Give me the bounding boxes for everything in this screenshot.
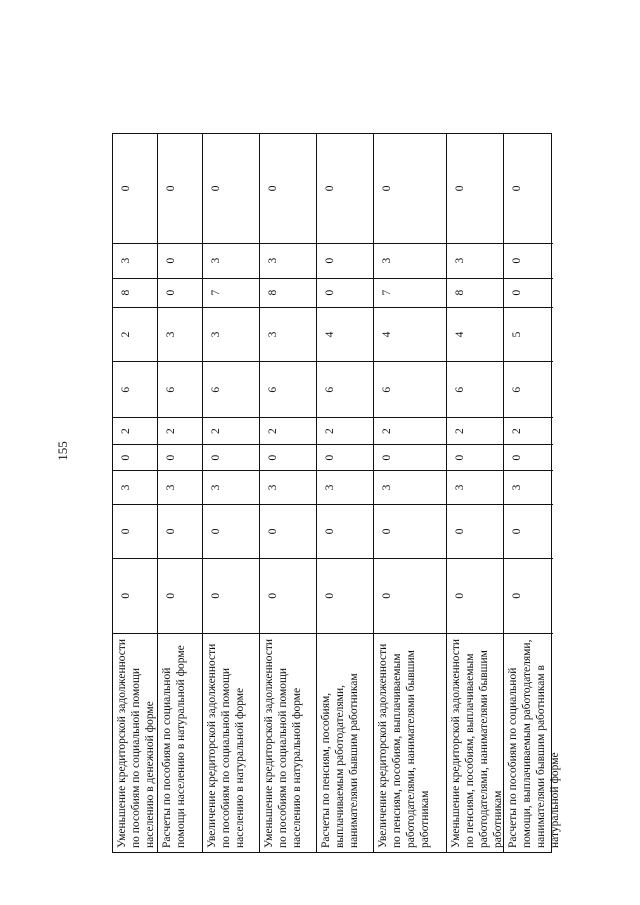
code-cell: 3	[374, 243, 446, 278]
code-cell: 2	[158, 417, 202, 444]
code-cell: 3	[113, 470, 157, 504]
code-cell: 6	[203, 361, 259, 417]
code-cell: 0	[374, 444, 446, 470]
code-cell: 0	[113, 444, 157, 470]
code-cell: 2	[113, 417, 157, 444]
table-container	[112, 133, 561, 853]
code-cell: 3	[374, 470, 446, 504]
code-cell: 4	[317, 307, 373, 362]
code-cell: 0	[504, 243, 553, 278]
code-cell: 0	[113, 504, 157, 558]
code-cell: 3	[113, 243, 157, 278]
code-cell: 0	[454, 185, 466, 192]
code-cell: 7	[374, 278, 446, 307]
code-cell: 0	[158, 278, 202, 307]
code-cell: 0	[260, 504, 316, 558]
code-cell: 0	[317, 504, 373, 558]
code-cell: 3	[203, 470, 259, 504]
code-cell: 0	[447, 444, 503, 470]
code-cell: 7	[203, 278, 259, 307]
code-cell: 0	[158, 243, 202, 278]
code-cell: 3	[504, 470, 553, 504]
code-cell: 0	[317, 444, 373, 470]
code-cell: 4	[374, 307, 446, 362]
row-label: Расчеты по пособиям по социальной помощи населению в натуральной форме	[158, 633, 202, 852]
code-cell: 0	[504, 278, 553, 307]
code-cell: 6	[447, 361, 503, 417]
code-cell: 0	[374, 504, 446, 558]
code-cell: 2	[374, 417, 446, 444]
code-cell: 3	[158, 307, 202, 362]
code-cell: 0	[504, 504, 553, 558]
code-cell: 0	[113, 558, 157, 633]
code-cell: 0	[267, 185, 279, 192]
code-cell: 0	[317, 558, 373, 633]
table-row	[158, 134, 203, 852]
code-cell: 0	[158, 504, 202, 558]
code-cell: 6	[113, 361, 157, 417]
code-cell: 6	[374, 361, 446, 417]
code-cell: 0	[324, 185, 336, 192]
code-cell: 0	[260, 444, 316, 470]
accounts-table	[112, 133, 561, 853]
code-cell: 8	[447, 278, 503, 307]
code-cell: 0	[120, 185, 132, 192]
row-label: Расчеты по пособиям по социальной помощи, выплачиваемым работодателями, нанимателями бывшим работникам в натуральной форме	[504, 633, 553, 852]
code-cell: 8	[260, 278, 316, 307]
code-cell: 2	[260, 417, 316, 444]
code-cell: 0	[317, 243, 373, 278]
code-cell: 3	[317, 470, 373, 504]
code-cell: 0	[317, 278, 373, 307]
code-cell: 0	[158, 444, 202, 470]
code-cell: 0	[504, 444, 553, 470]
code-cell: 4	[447, 307, 503, 362]
code-cell: 2	[447, 417, 503, 444]
code-cell: 5	[504, 307, 553, 362]
code-cell: 2	[113, 307, 157, 362]
code-cell: 0	[210, 185, 222, 192]
code-cell: 6	[260, 361, 316, 417]
code-cell: 3	[260, 307, 316, 362]
page-number: 155	[55, 441, 70, 461]
table-row	[374, 134, 447, 852]
code-cell: 0	[165, 185, 177, 192]
code-cell: 6	[158, 361, 202, 417]
code-cell: 3	[260, 243, 316, 278]
code-cell: 0	[374, 558, 446, 633]
code-cell: 0	[447, 558, 503, 633]
code-cell: 0	[203, 444, 259, 470]
code-cell: 0	[504, 558, 553, 633]
code-cell: 6	[504, 361, 553, 417]
table-row	[317, 134, 374, 852]
table-row	[447, 134, 504, 852]
code-cell: 3	[447, 470, 503, 504]
code-cell: 3	[203, 243, 259, 278]
code-cell: 0	[511, 185, 523, 192]
table-row	[260, 134, 317, 852]
code-cell: 2	[504, 417, 553, 444]
row-label: Расчеты по пенсиям, пособиям, выплачиваемым работодателями, нанимателями бывшим работникам	[317, 633, 373, 852]
code-cell: 0	[381, 185, 393, 192]
code-cell: 0	[260, 558, 316, 633]
code-cell: 0	[203, 558, 259, 633]
row-label: Уменьшение кредиторской задолженности по пособиям по социальной помощи населению в денежной форме	[113, 633, 157, 852]
row-label: Увеличение кредиторской задолженности по пенсиям, пособиям, выплачиваемым работодателями, нанимателями бывшим работникам	[374, 633, 446, 852]
row-label: Уменьшение кредиторской задолженности по пенсиям, пособиям, выплачиваемым работодателями, нанимателями бывшим работникам	[447, 633, 503, 852]
table-row	[203, 134, 260, 852]
code-cell: 0	[203, 504, 259, 558]
code-cell: 6	[317, 361, 373, 417]
code-cell: 8	[113, 278, 157, 307]
code-cell: 3	[447, 243, 503, 278]
code-cell: 2	[317, 417, 373, 444]
row-label: Увеличение кредиторской задолженности по пособиям по социальной помощи населению в натуральной форме	[203, 633, 259, 852]
table-row	[504, 134, 561, 852]
code-cell: 2	[203, 417, 259, 444]
code-cell: 3	[203, 307, 259, 362]
table-row	[113, 134, 158, 852]
code-cell: 3	[158, 470, 202, 504]
code-cell: 3	[260, 470, 316, 504]
row-label: Уменьшение кредиторской задолженности по пособиям по социальной помощи населению в натуральной форме	[260, 633, 316, 852]
code-cell: 0	[158, 558, 202, 633]
code-cell: 0	[447, 504, 503, 558]
